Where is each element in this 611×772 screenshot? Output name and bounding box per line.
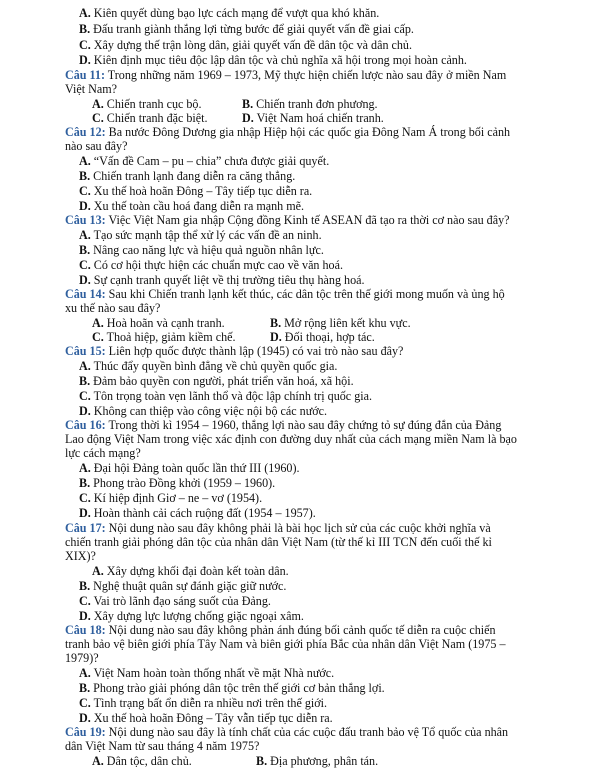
question-text: Sau khi Chiến tranh lạnh kết thúc, các dân tộc trên thế giới mong muốn và ủng hộ	[105, 287, 505, 301]
option-letter: B.	[256, 754, 268, 768]
option-letter: B.	[79, 243, 91, 257]
q15-option-b	[79, 374, 354, 388]
question-label: Câu 15:	[65, 344, 106, 358]
q19-option-a	[92, 754, 192, 768]
option-letter: A.	[92, 754, 104, 768]
top-option-c	[79, 38, 412, 52]
q12-option-a	[79, 154, 329, 168]
option-letter: B.	[79, 374, 91, 388]
question-16-stem	[65, 418, 501, 432]
q18-option-b	[79, 681, 385, 695]
question-18-stem-cont	[65, 637, 506, 651]
q17-option-a	[92, 564, 289, 578]
option-text: Đảm bảo quyền con người, phát triển văn hoá, xã hội.	[93, 374, 354, 388]
question-14-stem-cont	[65, 301, 160, 315]
q18-option-c	[79, 696, 327, 710]
q17-option-b	[79, 579, 286, 593]
question-18-stem-cont-2	[65, 651, 99, 665]
question-text: chiến tranh giải phóng dân tộc của nhân dân Việt Nam (từ thế kỉ III TCN đến cuối thế kỉ	[65, 535, 492, 549]
question-text: Nội dung nào sau đây không phản ánh đúng bối cảnh quốc tế diễn ra cuộc chiến	[105, 623, 496, 637]
option-text: “Vấn đề Cam – pu – chia” chưa được giải quyết.	[93, 154, 330, 168]
option-text: Chiến tranh đơn phương.	[256, 97, 378, 111]
question-text: Ba nước Đông Dương gia nhập Hiệp hội các quốc gia Đông Nam Á trong bối cảnh	[105, 125, 511, 139]
option-letter: C.	[79, 38, 91, 52]
top-option-b	[79, 22, 414, 36]
option-letter: A.	[92, 564, 104, 578]
option-text: Kiên định mục tiêu độc lập dân tộc và chủ nghĩa xã hội trong mọi hoàn cảnh.	[93, 53, 467, 67]
question-text: lực cách mạng?	[65, 446, 141, 460]
q12-option-d	[79, 199, 304, 213]
option-text: Việt Nam hoàn toàn thống nhất về mặt Nhà nước.	[93, 666, 335, 680]
question-15-stem	[65, 344, 403, 358]
option-letter: B.	[79, 169, 91, 183]
option-letter: B.	[242, 97, 254, 111]
question-14-stem	[65, 287, 505, 301]
question-label: Câu 11:	[65, 68, 105, 82]
question-17-stem-cont	[65, 535, 492, 549]
option-letter: D.	[79, 609, 91, 623]
option-text: Nghệ thuật quân sự đánh giặc giữ nước.	[93, 579, 287, 593]
option-text: Tình trạng bất ổn diễn ra nhiều nơi trên thế giới.	[93, 696, 328, 710]
question-label: Câu 18:	[65, 623, 106, 637]
option-text: Việt Nam hoá chiến tranh.	[256, 111, 384, 125]
option-letter: B.	[270, 316, 282, 330]
q13-option-c	[79, 258, 343, 272]
q12-option-c	[79, 184, 312, 198]
question-label: Câu 19:	[65, 725, 106, 739]
option-text: Xây dựng lực lượng chống giặc ngoại xâm.	[93, 609, 304, 623]
question-18-stem	[65, 623, 496, 637]
option-letter: D.	[79, 53, 91, 67]
option-text: Xu thế hoà hoãn Đông – Tây vẫn tiếp tục diễn ra.	[93, 711, 333, 725]
question-text: Việt Nam?	[65, 82, 117, 96]
option-text: Xu thế toàn cầu hoá đang diễn ra mạnh mẽ.	[93, 199, 305, 213]
option-text: Địa phương, phân tán.	[270, 754, 379, 768]
option-text: Phong trào giải phóng dân tộc trên thế giới cơ bản thắng lợi.	[93, 681, 385, 695]
question-17-stem	[65, 521, 491, 535]
q17-option-d	[79, 609, 304, 623]
q18-option-a	[79, 666, 334, 680]
option-text: Đấu tranh giành thắng lợi từng bước để giải quyết vấn đề giai cấp.	[93, 22, 414, 36]
option-text: Xây dựng thế trận lòng dân, giải quyết vấn đề dân tộc và dân chủ.	[93, 38, 413, 52]
option-letter: D.	[79, 404, 91, 418]
question-text: Trong thời kì 1954 – 1960, thắng lợi nào sau đây chứng tỏ sự đúng đắn của Đảng	[105, 418, 502, 432]
option-letter: D.	[79, 273, 91, 287]
option-text: Thoả hiệp, giảm kiềm chế.	[106, 330, 236, 344]
question-text: Nội dung nào sau đây không phải là bài học lịch sử của các cuộc khởi nghĩa và	[105, 521, 491, 535]
option-text: Xây dựng khối đại đoàn kết toàn dân.	[106, 564, 289, 578]
option-letter: D.	[242, 111, 254, 125]
option-letter: D.	[270, 330, 282, 344]
option-text: Nâng cao năng lực và hiệu quả nguồn nhân lực.	[93, 243, 324, 257]
option-text: Hoàn thành cải cách ruộng đất (1954 – 1957).	[93, 506, 316, 520]
q15-option-a	[79, 359, 337, 373]
option-text: Dân tộc, dân chủ.	[106, 754, 192, 768]
question-text: 1979)?	[65, 651, 99, 665]
question-text: Trong những năm 1969 – 1973, Mỹ thực hiện chiến lược nào sau đây ở miền Nam	[104, 68, 507, 82]
q16-option-b	[79, 476, 275, 490]
option-letter: A.	[79, 6, 91, 20]
q16-option-a	[79, 461, 300, 475]
question-text: nào sau đây?	[65, 139, 128, 153]
option-letter: C.	[92, 330, 104, 344]
question-12-stem-cont	[65, 139, 127, 153]
top-option-d	[79, 53, 467, 67]
question-label: Câu 12:	[65, 125, 106, 139]
question-label: Câu 13:	[65, 213, 106, 227]
option-letter: C.	[79, 594, 91, 608]
option-letter: C.	[79, 491, 91, 505]
option-letter: B.	[79, 681, 91, 695]
question-11-stem-cont	[65, 82, 117, 96]
q11-option-b	[242, 97, 378, 111]
option-letter: A.	[79, 154, 91, 168]
q12-option-b	[79, 169, 295, 183]
option-text: Đại hội Đảng toàn quốc lần thứ III (1960).	[93, 461, 300, 475]
q16-option-d	[79, 506, 316, 520]
option-letter: A.	[79, 228, 91, 242]
option-text: Kí hiệp định Giơ – ne – vơ (1954).	[93, 491, 263, 505]
q13-option-a	[79, 228, 322, 242]
question-label: Câu 16:	[65, 418, 106, 432]
option-text: Xu thế hoà hoãn Đông – Tây tiếp tục diễn ra.	[93, 184, 313, 198]
question-label: Câu 14:	[65, 287, 106, 301]
q14-option-d	[270, 330, 375, 344]
option-text: Chiến tranh đặc biệt.	[106, 111, 208, 125]
q18-option-d	[79, 711, 333, 725]
q11-option-a	[92, 97, 202, 111]
option-letter: D.	[79, 711, 91, 725]
option-letter: C.	[79, 696, 91, 710]
q14-option-b	[270, 316, 411, 330]
option-text: Đối thoại, hợp tác.	[284, 330, 375, 344]
option-letter: C.	[79, 184, 91, 198]
option-letter: A.	[79, 461, 91, 475]
question-text: tranh bảo vệ biên giới phía Tây Nam và biên giới phía Bắc của nhân dân Việt Nam (1975 –	[65, 637, 506, 651]
q11-option-d	[242, 111, 384, 125]
question-11-stem	[65, 68, 506, 82]
question-16-stem-cont	[65, 432, 517, 446]
question-label: Câu 17:	[65, 521, 106, 535]
q13-option-b	[79, 243, 324, 257]
option-text: Mở rộng liên kết khu vực.	[284, 316, 411, 330]
question-text: Lao động Việt Nam trong việc xác định con đường duy nhất của cách mạng miền Nam là bạo	[65, 432, 517, 446]
question-19-stem	[65, 725, 508, 739]
option-text: Có cơ hội thực hiện các chuẩn mực cao về văn hoá.	[93, 258, 343, 272]
option-letter: D.	[79, 506, 91, 520]
q15-option-d	[79, 404, 327, 418]
question-text: Nội dung nào sau đây là tính chất của các cuộc đấu tranh bảo vệ Tổ quốc của nhân	[105, 725, 509, 739]
option-text: Tôn trọng toàn vẹn lãnh thổ và độc lập chính trị quốc gia.	[93, 389, 373, 403]
question-text: Việc Việt Nam gia nhập Cộng đồng Kinh tế ASEAN đã tạo ra thời cơ nào sau đây?	[105, 213, 510, 227]
q13-option-d	[79, 273, 365, 287]
option-letter: B.	[79, 22, 91, 36]
question-text: dân Việt Nam từ sau tháng 4 năm 1975?	[65, 739, 260, 753]
q11-option-c	[92, 111, 208, 125]
option-letter: B.	[79, 579, 91, 593]
question-17-stem-cont-2	[65, 549, 96, 563]
option-letter: C.	[79, 258, 91, 272]
question-text: Liên hợp quốc được thành lập (1945) có vai trò nào sau đây?	[105, 344, 404, 358]
option-letter: D.	[79, 199, 91, 213]
option-letter: A.	[92, 97, 104, 111]
question-19-stem-cont	[65, 739, 259, 753]
option-text: Thúc đẩy quyền bình đẳng về chủ quyền quốc gia.	[93, 359, 338, 373]
option-text: Sự cạnh tranh quyết liệt về thị trường tiêu thụ hàng hoá.	[93, 273, 365, 287]
option-text: Chiến tranh lạnh đang diễn ra căng thẳng.	[93, 169, 296, 183]
question-13-stem	[65, 213, 510, 227]
q17-option-c	[79, 594, 271, 608]
option-letter: A.	[79, 666, 91, 680]
q14-option-c	[92, 330, 236, 344]
option-letter: B.	[79, 476, 91, 490]
q15-option-c	[79, 389, 372, 403]
option-text: Không can thiệp vào công việc nội bộ các nước.	[93, 404, 328, 418]
question-12-stem	[65, 125, 510, 139]
q14-option-a	[92, 316, 225, 330]
option-letter: C.	[79, 389, 91, 403]
option-text: Tạo sức mạnh tập thể xử lý các vấn đề an ninh.	[93, 228, 322, 242]
option-letter: A.	[92, 316, 104, 330]
top-option-a	[79, 6, 379, 20]
option-text: Chiến tranh cục bộ.	[106, 97, 202, 111]
question-text: xu thế nào sau đây?	[65, 301, 161, 315]
option-text: Vai trò lãnh đạo sáng suốt của Đảng.	[93, 594, 271, 608]
option-letter: A.	[79, 359, 91, 373]
option-text: Hoà hoãn và cạnh tranh.	[106, 316, 225, 330]
option-text: Phong trào Đồng khởi (1959 – 1960).	[93, 476, 276, 490]
option-text: Kiên quyết dùng bạo lực cách mạng để vượt qua khó khăn.	[93, 6, 380, 20]
question-text: XIX)?	[65, 549, 96, 563]
option-letter: C.	[92, 111, 104, 125]
q19-option-b	[256, 754, 378, 768]
q16-option-c	[79, 491, 262, 505]
question-16-stem-cont-2	[65, 446, 141, 460]
